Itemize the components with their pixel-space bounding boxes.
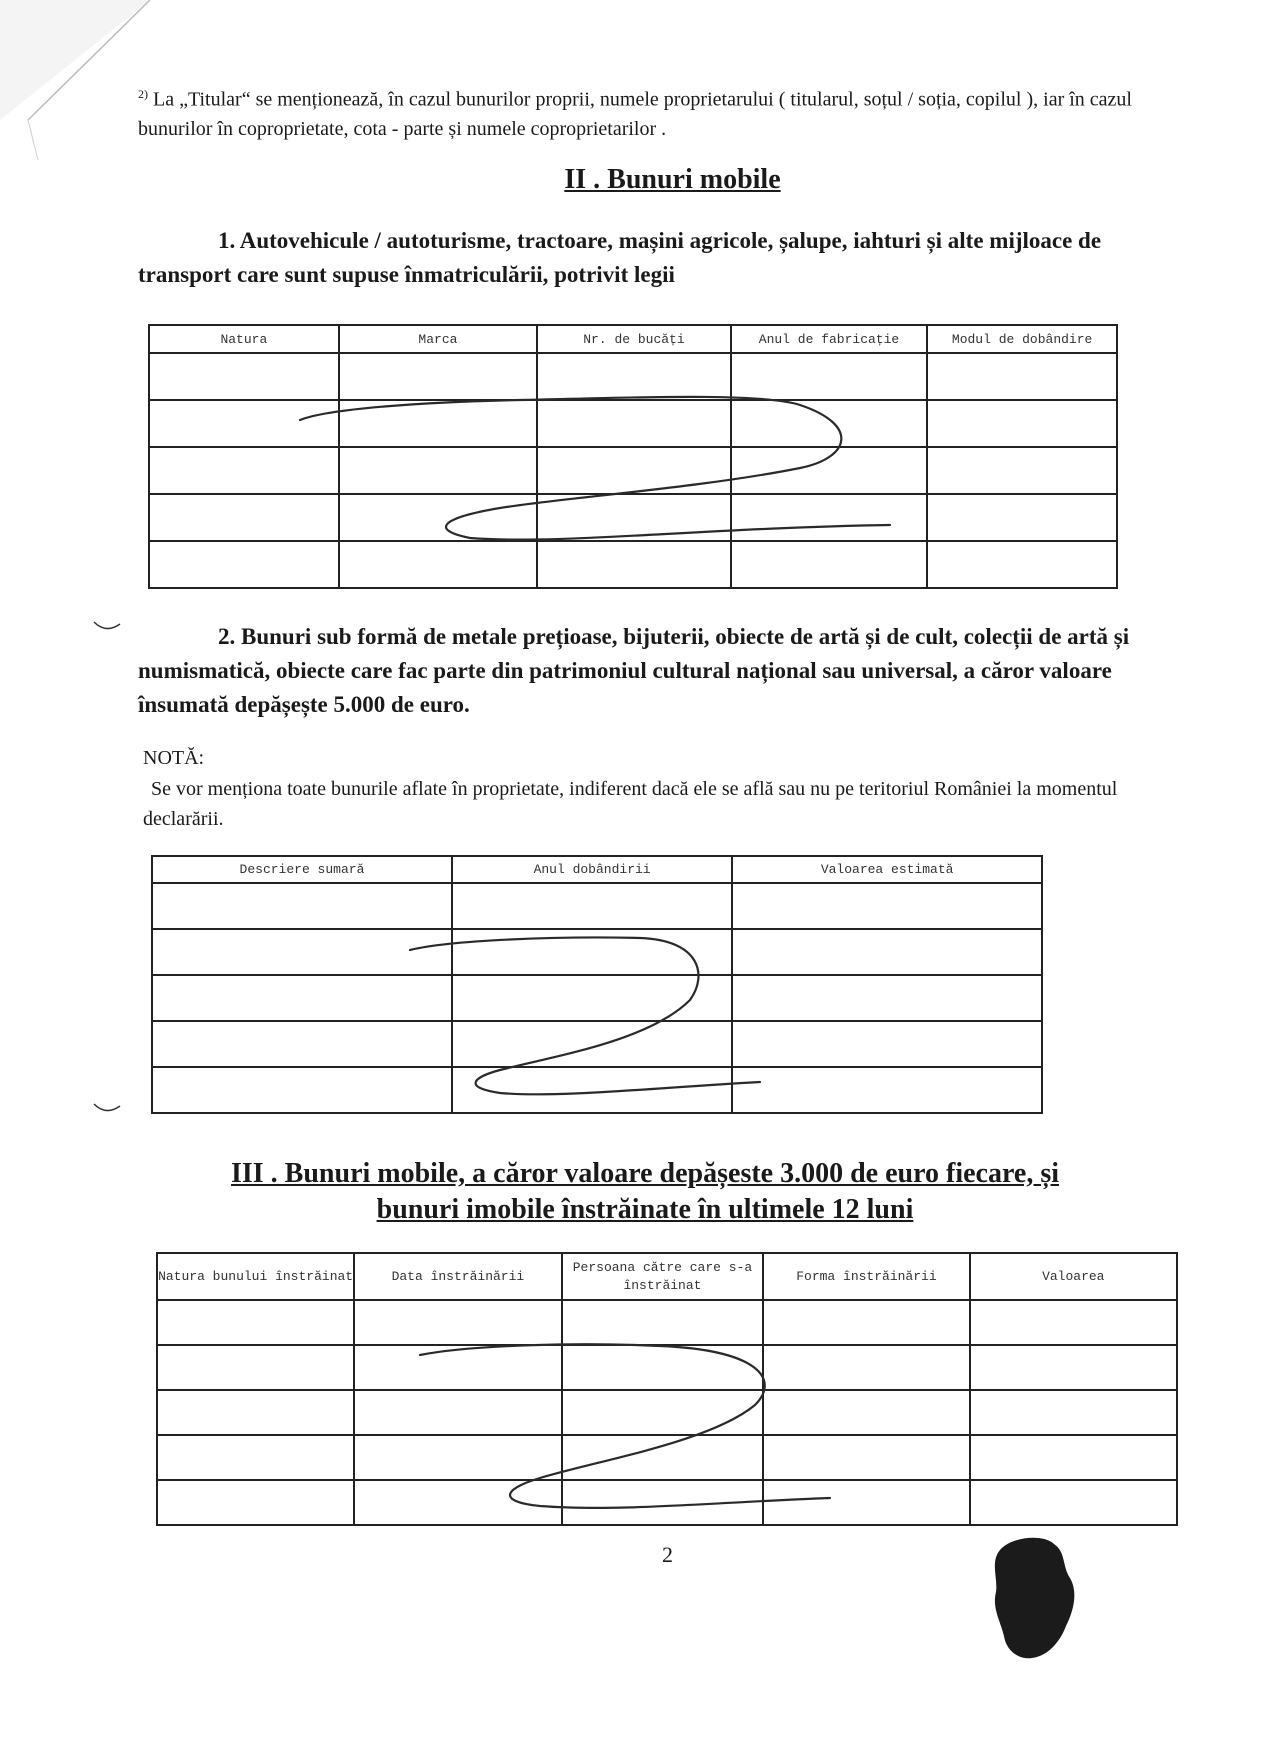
table-cell bbox=[537, 447, 731, 494]
table-cell bbox=[731, 541, 928, 588]
table-row bbox=[152, 929, 1042, 975]
table-cell bbox=[927, 400, 1117, 447]
section-3-title-line1: III . Bunuri mobile, a căror valoare depășeste 3.000 de euro fiecare, și bbox=[230, 1158, 1060, 1189]
table-cell bbox=[732, 1067, 1042, 1113]
table-row bbox=[152, 883, 1042, 929]
table-cell bbox=[537, 353, 731, 400]
table-row bbox=[152, 975, 1042, 1021]
table-cell bbox=[452, 929, 732, 975]
table-cell bbox=[763, 1300, 969, 1345]
table-cell bbox=[732, 883, 1042, 929]
subsection-1-number: 1. bbox=[218, 228, 236, 253]
table-header-row bbox=[152, 856, 1042, 883]
page-number: 2 bbox=[662, 1542, 673, 1567]
valuables-table bbox=[151, 855, 1043, 1114]
section-3-title bbox=[140, 1156, 1150, 1228]
table-cell bbox=[149, 541, 339, 588]
table-cell bbox=[537, 541, 731, 588]
table-row bbox=[157, 1480, 1177, 1525]
table-row bbox=[149, 494, 1117, 541]
table-cell bbox=[339, 400, 537, 447]
subsection-1-text: Autovehicule / autoturisme, tractoare, mașini agricole, șalupe, iahturi și alte mijloace de transport care sunt supuse înmatriculării, potrivit legii bbox=[138, 228, 1102, 287]
table-cell bbox=[157, 1435, 354, 1480]
table-cell bbox=[537, 400, 731, 447]
header-valoarea-estimata: Valoarea estimată bbox=[732, 856, 1042, 883]
table-cell bbox=[354, 1435, 561, 1480]
table-cell bbox=[927, 494, 1117, 541]
footnote-text: La „Titular“ se menționează, în cazul bunurilor proprii, numele proprietarului ( titularul, soțul / soția, copilul ), iar în cazul bunurilor în coproprietate, cota - parte și numele coproprietarilor . bbox=[138, 88, 1132, 140]
table-cell bbox=[157, 1390, 354, 1435]
table-cell bbox=[562, 1345, 764, 1390]
table-cell bbox=[731, 494, 928, 541]
table-cell bbox=[763, 1345, 969, 1390]
table-cell bbox=[452, 1067, 732, 1113]
header-anul-fabricatie: Anul de fabricație bbox=[731, 325, 928, 353]
table-row bbox=[149, 353, 1117, 400]
table-cell bbox=[763, 1480, 969, 1525]
table-cell bbox=[339, 353, 537, 400]
table-cell bbox=[354, 1345, 561, 1390]
table-cell bbox=[927, 541, 1117, 588]
table-header-row bbox=[157, 1253, 1177, 1300]
subsection-2-number: 2. bbox=[218, 624, 236, 649]
table-cell bbox=[354, 1480, 561, 1525]
table-cell bbox=[562, 1300, 764, 1345]
table-cell bbox=[157, 1300, 354, 1345]
subsection-2 bbox=[138, 620, 1138, 722]
header-marca: Marca bbox=[339, 325, 537, 353]
table-cell bbox=[152, 975, 452, 1021]
table-cell bbox=[562, 1435, 764, 1480]
header-natura-bunului: Natura bunului înstrăinat bbox=[157, 1253, 354, 1300]
footnote bbox=[138, 80, 1138, 144]
table-cell bbox=[149, 494, 339, 541]
table-row bbox=[157, 1390, 1177, 1435]
table-cell bbox=[354, 1390, 561, 1435]
header-valoarea: Valoarea bbox=[970, 1253, 1177, 1300]
table-cell bbox=[152, 883, 452, 929]
nota-text: Se vor menționa toate bunurile aflate în proprietate, indiferent dacă ele se află sau nu pe teritoriul României la momentul declarării. bbox=[143, 778, 1118, 830]
header-modul-dobandire: Modul de dobândire bbox=[927, 325, 1117, 353]
table-cell bbox=[452, 975, 732, 1021]
table-row bbox=[157, 1300, 1177, 1345]
table-cell bbox=[970, 1435, 1177, 1480]
table-cell bbox=[149, 353, 339, 400]
table-cell bbox=[731, 447, 928, 494]
table-cell bbox=[731, 353, 928, 400]
table-header-row bbox=[149, 325, 1117, 353]
nota-label: NOTĂ: bbox=[143, 747, 205, 769]
table-cell bbox=[452, 883, 732, 929]
table-cell bbox=[339, 494, 537, 541]
ink-blot bbox=[982, 1532, 1082, 1662]
table-cell bbox=[157, 1480, 354, 1525]
table-cell bbox=[732, 929, 1042, 975]
subsection-1 bbox=[138, 224, 1138, 292]
section-2-title: II . Bunuri mobile bbox=[564, 164, 781, 195]
header-anul-dobandirii: Anul dobândirii bbox=[452, 856, 732, 883]
table-row bbox=[152, 1021, 1042, 1067]
table-cell bbox=[152, 929, 452, 975]
margin-mark bbox=[92, 1100, 122, 1120]
table-cell bbox=[149, 447, 339, 494]
table-cell bbox=[970, 1480, 1177, 1525]
table-cell bbox=[763, 1435, 969, 1480]
margin-mark bbox=[92, 618, 122, 638]
section-3-title-line2: bunuri imobile înstrăinate în ultimele 12 luni bbox=[376, 1194, 914, 1225]
table-cell bbox=[339, 447, 537, 494]
table-cell bbox=[927, 447, 1117, 494]
table-row bbox=[149, 447, 1117, 494]
table-cell bbox=[731, 400, 928, 447]
table-cell bbox=[354, 1300, 561, 1345]
header-data-instrainarii: Data înstrăinării bbox=[354, 1253, 561, 1300]
table-row bbox=[157, 1435, 1177, 1480]
table-cell bbox=[732, 975, 1042, 1021]
header-forma-instrainarii: Forma înstrăinării bbox=[763, 1253, 969, 1300]
table-row bbox=[157, 1345, 1177, 1390]
table-cell bbox=[732, 1021, 1042, 1067]
table-cell bbox=[927, 353, 1117, 400]
table-cell bbox=[970, 1345, 1177, 1390]
table-cell bbox=[152, 1067, 452, 1113]
table-cell bbox=[970, 1300, 1177, 1345]
table-cell bbox=[537, 494, 731, 541]
table-row bbox=[152, 1067, 1042, 1113]
table-cell bbox=[452, 1021, 732, 1067]
alienated-goods-table bbox=[156, 1252, 1178, 1526]
vehicles-table bbox=[148, 324, 1118, 589]
table-cell bbox=[152, 1021, 452, 1067]
table-cell bbox=[562, 1390, 764, 1435]
table-cell bbox=[562, 1480, 764, 1525]
table-cell bbox=[149, 400, 339, 447]
table-row bbox=[149, 400, 1117, 447]
table-row bbox=[149, 541, 1117, 588]
header-natura: Natura bbox=[149, 325, 339, 353]
table-cell bbox=[763, 1390, 969, 1435]
header-persoana: Persoana către care s-a înstrăinat bbox=[562, 1253, 764, 1300]
table-cell bbox=[970, 1390, 1177, 1435]
header-descriere-sumara: Descriere sumară bbox=[152, 856, 452, 883]
table-cell bbox=[339, 541, 537, 588]
footnote-marker: 2) bbox=[138, 87, 148, 101]
table-cell bbox=[157, 1345, 354, 1390]
header-nr-bucati: Nr. de bucăți bbox=[537, 325, 731, 353]
subsection-2-text: Bunuri sub formă de metale prețioase, bijuterii, obiecte de artă și de cult, colecții de artă și numismatică, obiecte care fac parte din patrimoniul cultural național sau universal, a căror valoare însumată depășește 5.000 de euro. bbox=[138, 624, 1130, 717]
folded-corner bbox=[0, 0, 150, 160]
